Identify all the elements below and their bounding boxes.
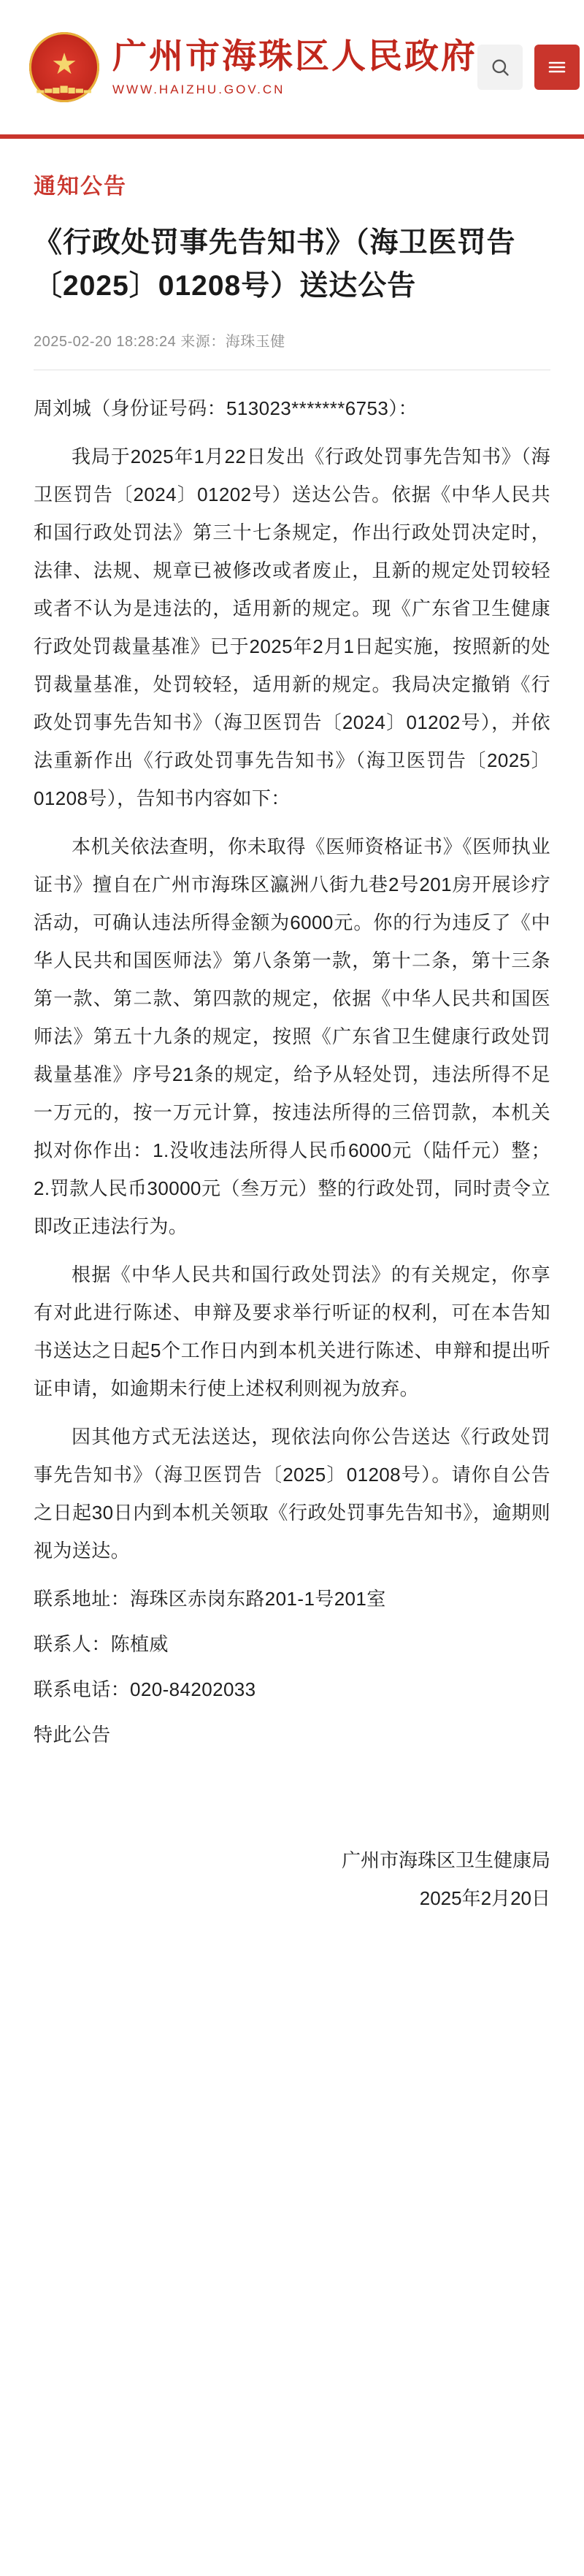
contact-person: 联系人：陈植威 [34, 1633, 169, 1655]
article-paragraph: 根据《中华人民共和国行政处罚法》的有关规定，你享有对此进行陈述、申辩及要求举行听证的权利，可在本告知书送达之日起5个工作日内到本机关进行陈述、申辩和提出听证申请，如逾期未行使上述权利则视为放弃。 [34, 1264, 550, 1399]
header-actions [477, 45, 580, 90]
hamburger-menu-icon [547, 58, 567, 76]
emblem-star-glyph: ★ [51, 48, 77, 81]
site-header [0, 0, 584, 139]
article-paragraph: 周刘城（身份证号码：513023*******6753）： [34, 397, 418, 419]
contact-address: 联系地址：海珠区赤岗东路201-1号201室 [34, 1588, 386, 1610]
article-category[interactable]: 通知公告 [34, 175, 127, 199]
site-title: 广州市海珠区人民政府 [112, 37, 477, 76]
article-paragraph: 我局于2025年1月22日发出《行政处罚事先告知书》（海卫医罚告〔2024〕01202号）送达公告。依据《中华人民共和国行政处罚法》第三十七条规定，作出行政处罚决定时，法律、法规、规章已被修改或者废止，且新的规定处罚较轻或者不认为是违法的，适用新的规定。现《广东省卫生健康行政处罚裁量基准》已于2025年2月1日起实施，按照新的处罚裁量基准，处罚较轻，适用新的规定。我局决定撤销《行政处罚事先告知书》（海卫医罚告〔2024〕01202号），并依法重新作出《行政处罚事先告知书》（海卫医罚告〔2025〕01208号），告知书内容如下： [34, 446, 550, 809]
page-title: 《行政处罚事先告知书》（海卫医罚告〔2025〕01208号）送达公告 [34, 227, 516, 302]
article-closing: 特此公告 [34, 1724, 111, 1746]
article-container [0, 139, 584, 1961]
search-button[interactable] [477, 45, 523, 90]
signer-date: 2025年2月20日 [419, 1887, 550, 1909]
national-emblem-icon [29, 32, 99, 102]
signer-name: 广州市海珠区卫生健康局 [341, 1849, 550, 1871]
menu-button[interactable] [534, 45, 580, 90]
site-url: WWW.HAIZHU.GOV.CN [112, 83, 285, 97]
emblem-rays-glyph: ▂▃▄▅▄▃▂ [36, 82, 92, 93]
article-paragraph: 因其他方式无法送达，现依法向你公告送达《行政处罚事先告知书》（海卫医罚告〔2025〕01208号）。请你自公告之日起30日内到本机关领取《行政处罚事先告知书》，逾期则视为送达。 [34, 1426, 550, 1562]
site-brand[interactable] [29, 32, 477, 102]
article-signature [34, 1841, 550, 1961]
contact-phone: 联系电话：020-84202033 [34, 1678, 256, 1700]
article-body [34, 370, 550, 1754]
article-paragraph: 本机关依法查明，你未取得《医师资格证书》《医师执业证书》擅自在广州市海珠区瀛洲八街九巷2号201房开展诊疗活动，可确认违法所得金额为6000元。你的行为违反了《中华人民共和国医师法》第八条第一款，第十二条，第十三条第一款、第二款、第四款的规定，依据《中华人民共和国医师法》第五十九条的规定，按照《广东省卫生健康行政处罚裁量基准》序号21条的规定，给予从轻处罚，违法所得不足一万元的，按一万元计算，按违法所得的三倍罚款，本机关拟对你作出：1.没收违法所得人民币6000元（陆仟元）整；2.罚款人民币30000元（叁万元）整的行政处罚，同时责令立即改正违法行为。 [34, 836, 550, 1237]
search-icon [490, 57, 510, 77]
site-brand-text [112, 37, 477, 97]
article-meta: 2025-02-20 18:28:24 来源：海珠玉健 [34, 329, 550, 370]
